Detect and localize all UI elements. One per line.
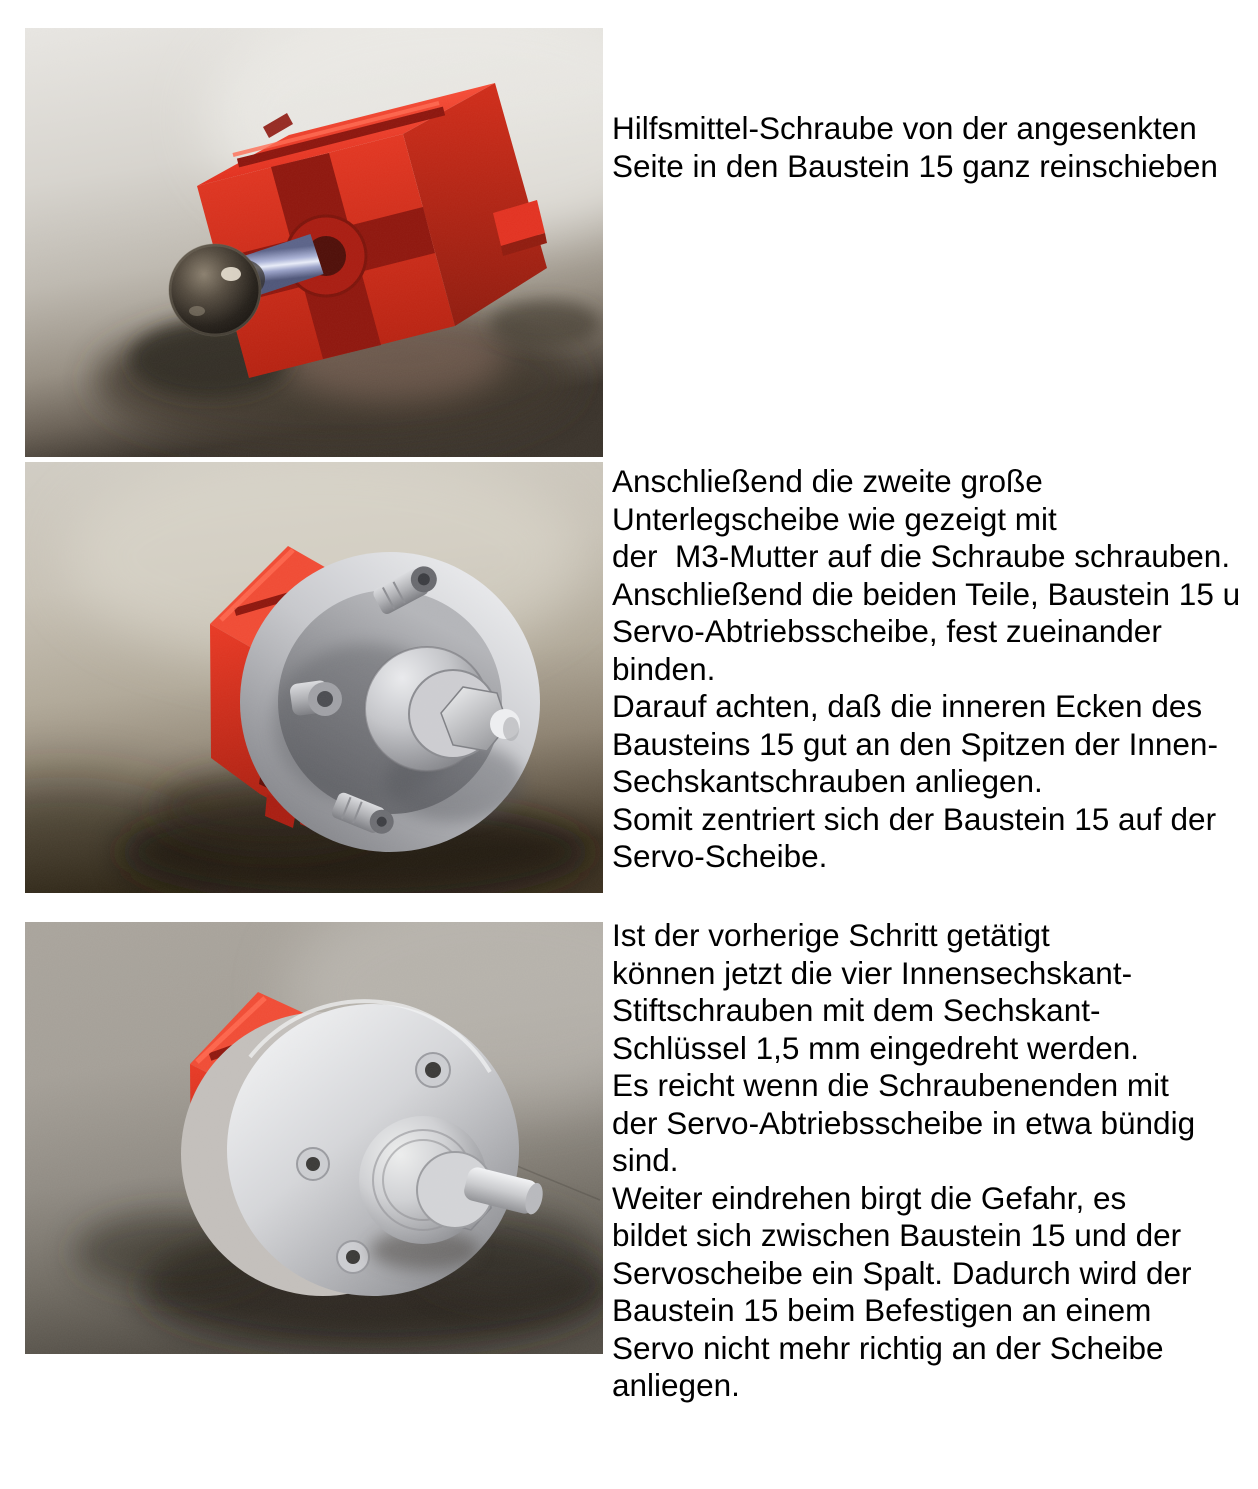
photo-grain [25, 462, 603, 893]
text-line: Ist der vorherige Schritt getätigt [612, 917, 1050, 953]
step-2-text [612, 463, 1240, 876]
text-line: binden. [612, 650, 716, 687]
text-line: Schlüssel 1,5 mm eingedreht werden. [612, 1029, 1140, 1066]
text-line: Servo nicht mehr richtig an der Scheibe [612, 1329, 1164, 1366]
text-line: Sechskantschrauben anliegen. [612, 763, 1043, 799]
text-line: Servo-Abtriebsscheibe, fest zueinander [612, 613, 1162, 649]
text-line: anliegen. [612, 1367, 740, 1403]
text-line: Seite in den Baustein 15 ganz reinschieben [612, 147, 1218, 184]
text-line: der Servo-Abtriebsscheibe in etwa bündig [612, 1104, 1196, 1141]
photo-step-1 [25, 28, 603, 457]
text-line: können jetzt die vier Innensechskant- [612, 954, 1133, 991]
step-1-text [612, 110, 1218, 185]
text-line: Stiftschrauben mit dem Sechskant- [612, 992, 1101, 1028]
text-line: Weiter eindrehen birgt die Gefahr, es [612, 1179, 1127, 1216]
text-line: Anschließend die beiden Teile, Baustein 15 u [612, 575, 1241, 612]
text-line: der M3-Mutter auf die Schraube schrauben. [612, 538, 1231, 574]
text-line: Bausteins 15 gut an den Spitzen der Innen- [612, 725, 1218, 762]
text-line: Somit zentriert sich der Baustein 15 auf der [612, 800, 1217, 837]
text-line: bildet sich zwischen Baustein 15 und der [612, 1217, 1182, 1253]
photo-grain [25, 28, 603, 457]
text-line: Unterlegscheibe wie gezeigt mit [612, 500, 1057, 537]
photo-step-3 [25, 922, 603, 1354]
text-line: Servoscheibe ein Spalt. Dadurch wird der [612, 1254, 1192, 1291]
photo-grain [25, 922, 603, 1354]
text-line: sind. [612, 1142, 679, 1178]
photo-step-2 [25, 462, 603, 893]
text-line: Anschließend die zweite große [612, 463, 1043, 499]
text-line: Es reicht wenn die Schraubenenden mit [612, 1067, 1169, 1103]
text-line: Darauf achten, daß die inneren Ecken des [612, 688, 1203, 724]
step-3-text [612, 917, 1195, 1405]
text-line: Baustein 15 beim Befestigen an einem [612, 1292, 1152, 1328]
text-line: Hilfsmittel-Schraube von der angesenkten [612, 110, 1197, 146]
text-line: Servo-Scheibe. [612, 838, 828, 874]
